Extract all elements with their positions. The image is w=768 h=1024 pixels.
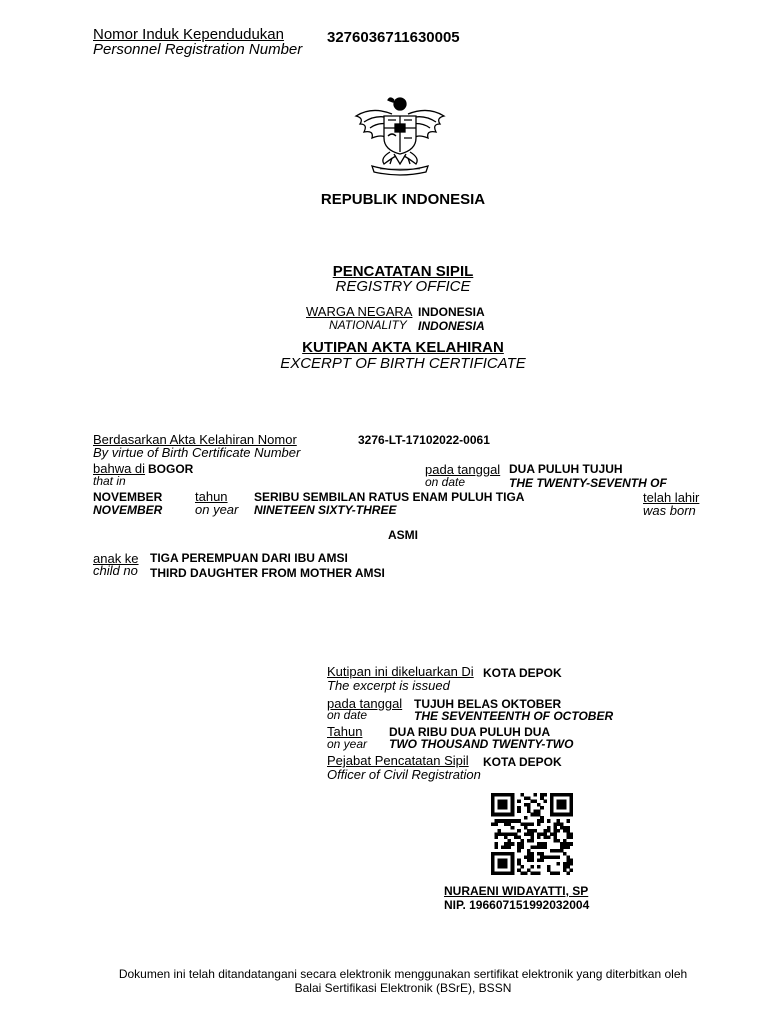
issue-date-label: pada tanggal <box>327 696 403 711</box>
issue-date: TUJUH BELAS OKTOBER <box>414 697 562 711</box>
nik-value: 3276036711630005 <box>327 29 460 46</box>
birth-month: NOVEMBER <box>93 490 163 504</box>
child-order-label-en: child no <box>93 563 138 578</box>
nik-label-en: Personnel Registration Number <box>93 41 303 58</box>
child-order-label: anak ke <box>93 551 139 566</box>
issue-year: DUA RIBU DUA PULUH DUA <box>389 725 551 739</box>
office-title: PENCATATAN SIPIL <box>332 263 474 280</box>
issued-label: Kutipan ini dikeluarkan Di <box>327 664 474 679</box>
officer-label-en: Officer of Civil Registration <box>327 767 481 782</box>
officer-place: KOTA DEPOK <box>483 755 562 769</box>
deed-label: Berdasarkan Akta Kelahiran Nomor <box>93 432 297 447</box>
birth-date-label-en: on date <box>425 475 466 489</box>
officer-label: Pejabat Pencatatan Sipil <box>327 753 469 768</box>
issue-year-label: Tahun <box>327 724 363 739</box>
birth-year: SERIBU SEMBILAN RATUS ENAM PULUH TIGA <box>254 490 525 504</box>
issue-date-en: THE SEVENTEENTH OF OCTOBER <box>414 709 614 723</box>
qr-code-icon <box>491 793 573 875</box>
issued-place: KOTA DEPOK <box>483 666 562 680</box>
born-label: telah lahir <box>643 490 700 505</box>
signer-name: NURAENI WIDAYATTI, SP <box>444 884 589 898</box>
birth-year-label-en: on year <box>195 502 239 517</box>
deed-label-en: By virtue of Birth Certificate Number <box>93 445 301 460</box>
garuda-emblem-icon <box>350 92 450 176</box>
office-title-en: REGISTRY OFFICE <box>335 278 471 295</box>
birth-year-en: NINETEEN SIXTY-THREE <box>254 503 397 517</box>
child-order: TIGA PEREMPUAN DARI IBU AMSI <box>150 551 348 565</box>
birth-date: DUA PULUH TUJUH <box>509 462 623 476</box>
born-label-en: was born <box>643 503 696 518</box>
place-label-en: that in <box>93 474 126 488</box>
place-label: bahwa di <box>93 461 146 476</box>
deed-number: 3276-LT-17102022-0061 <box>358 433 490 447</box>
birth-date-en: THE TWENTY-SEVENTH OF <box>509 476 667 490</box>
nationality-value-en: INDONESIA <box>418 319 485 333</box>
nik-label: Nomor Induk Kependudukan <box>93 26 284 43</box>
issue-year-label-en: on year <box>327 737 368 751</box>
nationality-label: WARGA NEGARA <box>306 304 413 319</box>
issue-year-en: TWO THOUSAND TWENTY-TWO <box>389 737 574 751</box>
country-title: REPUBLIK INDONESIA <box>320 191 486 208</box>
document-title: KUTIPAN AKTA KELAHIRAN <box>302 339 504 356</box>
child-name: ASMI <box>388 528 418 542</box>
footer-line-1: Dokumen ini telah ditandatangani secara elektronik menggunakan sertifikat elektronik yang diterbitkan oleh <box>118 967 688 981</box>
birth-month-en: NOVEMBER <box>93 503 163 517</box>
nationality-label-en: NATIONALITY <box>329 318 407 332</box>
issue-date-label-en: on date <box>327 708 368 722</box>
document-title-en: EXCERPT OF BIRTH CERTIFICATE <box>280 355 526 372</box>
nationality-value: INDONESIA <box>418 305 485 319</box>
child-order-en: THIRD DAUGHTER FROM MOTHER AMSI <box>150 566 385 580</box>
birth-year-label: tahun <box>195 489 228 504</box>
birth-place: BOGOR <box>148 462 194 476</box>
birth-date-label: pada tanggal <box>425 462 501 477</box>
signer-nip: NIP. 196607151992032004 <box>444 898 590 912</box>
footer-line-2: Balai Sertifikasi Elektronik (BSrE), BSSN <box>294 981 512 995</box>
issued-label-en: The excerpt is issued <box>327 678 450 693</box>
